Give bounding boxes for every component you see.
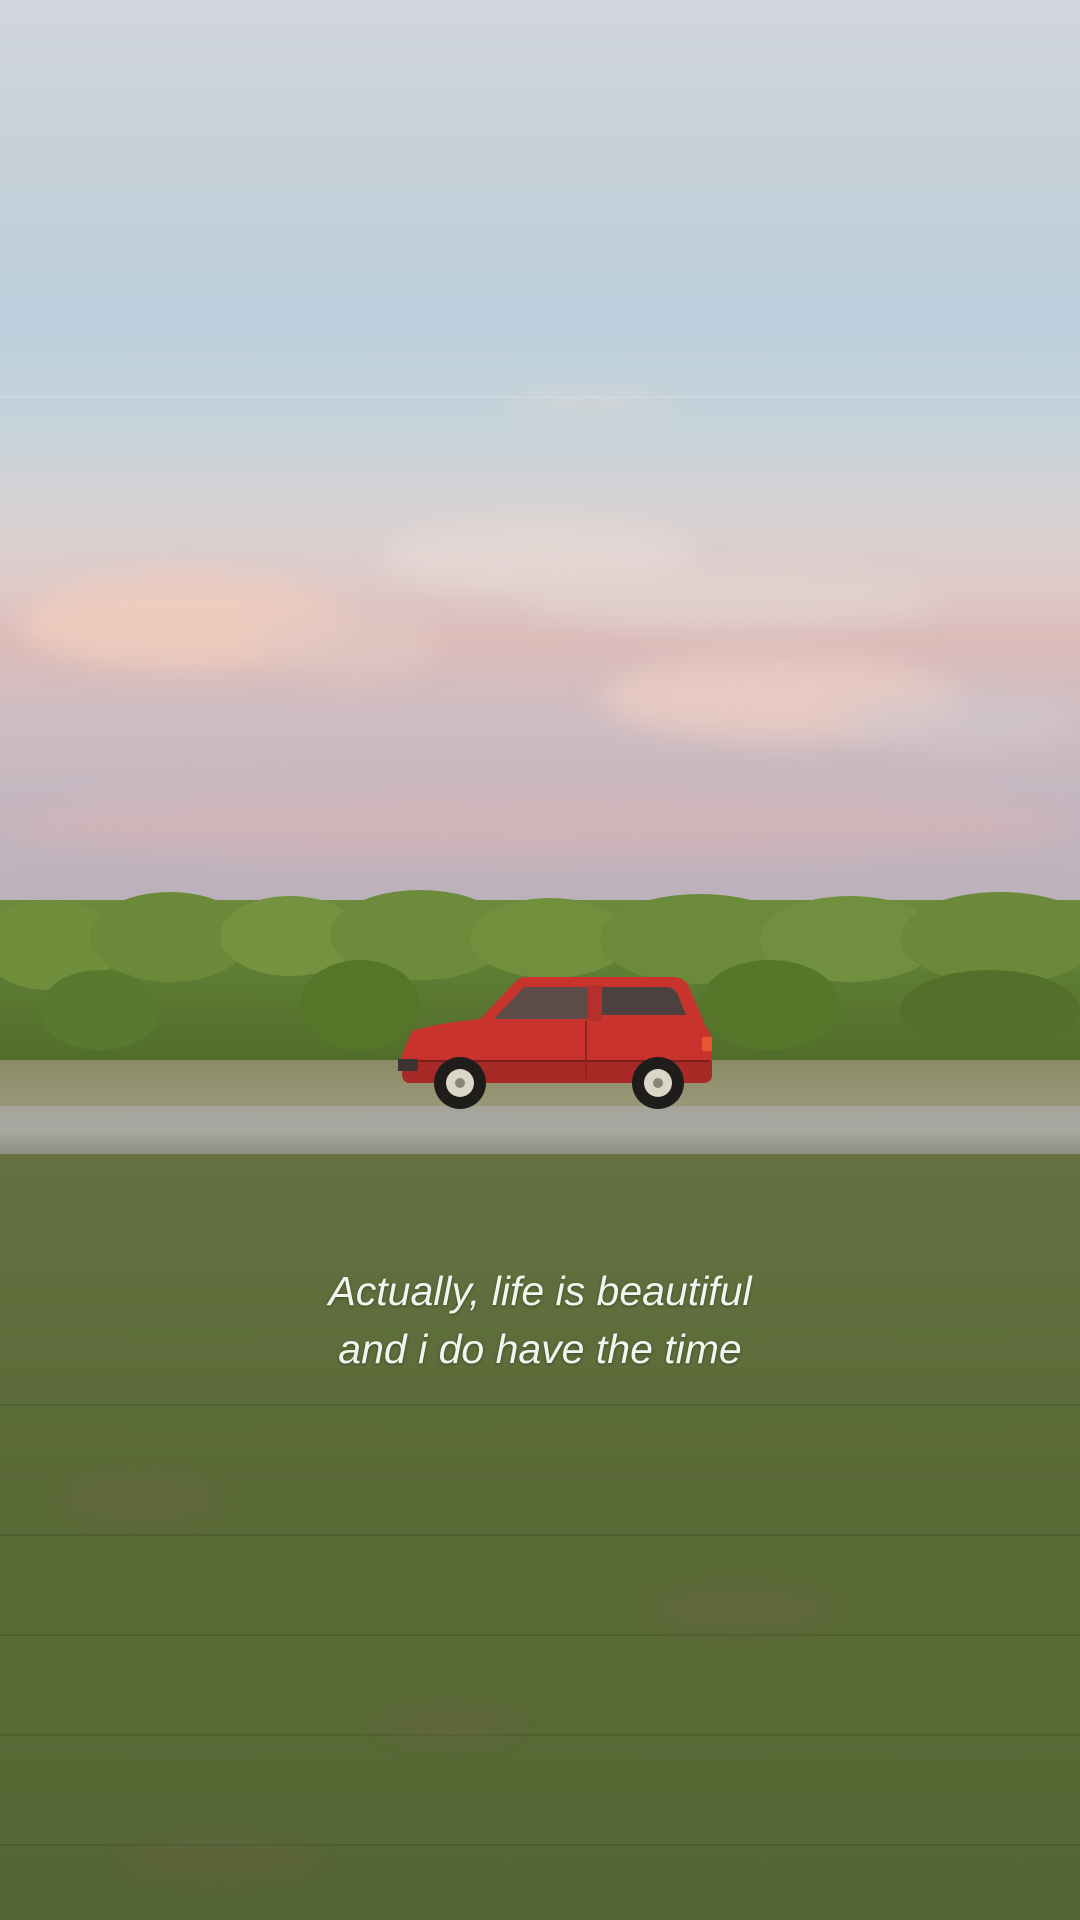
bush [40,970,160,1050]
car-rear-light [702,1037,712,1051]
grass-band [0,1534,1080,1536]
dirt-patch [380,1704,520,1744]
cloud [500,395,680,413]
grass-band [0,1404,1080,1406]
car-front-bumper [398,1059,418,1071]
dirt-patch [120,1834,320,1884]
road [0,1106,1080,1157]
bush [900,970,1080,1050]
grass-band [0,1734,1080,1736]
dirt-patch [60,1474,220,1524]
grass-band [0,1634,1080,1636]
cloud [260,610,440,680]
red-car [398,975,718,1110]
cloud [520,570,940,630]
cloud [840,690,1080,750]
caption-line-1: Actually, life is beautiful [328,1268,752,1314]
bush [700,960,840,1050]
car-pillar [588,985,602,1021]
caption [0,1262,1080,1378]
sky [0,0,1080,915]
cloud [0,790,1080,860]
dirt-patch [650,1584,830,1634]
car-window-rear [602,987,686,1015]
caption-line-2: and i do have the time [338,1326,742,1372]
